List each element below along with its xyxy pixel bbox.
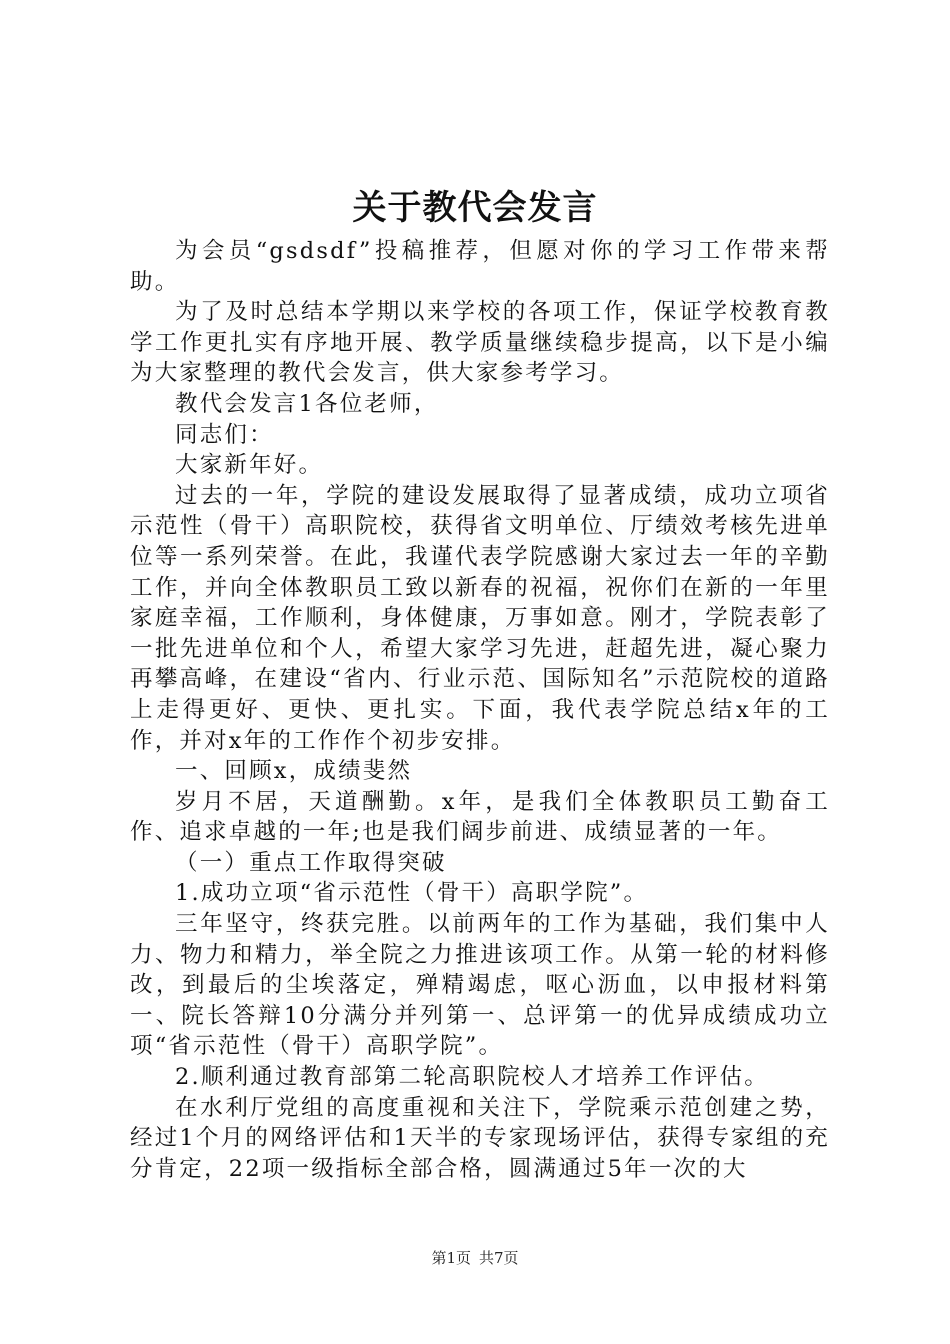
paragraph: 三年坚守，终获完胜。以前两年的工作为基础，我们集中人力、物力和精力，举全院之力推进该项工作。从第一轮的材料修改，到最后的尘埃落定，殚精竭虑，呕心沥血，以申报材料第一、院长答辩10分满分并列第一、总评第一的优异成绩成功立项“省示范性（骨干）高职学院”。	[130, 911, 830, 1060]
paragraph: 教代会发言1各位老师，	[175, 390, 439, 417]
page-footer	[0, 1248, 950, 1268]
paragraph: 过去的一年，学院的建设发展取得了显著成绩，成功立项省示范性（骨干）高职院校，获得省文明单位、厅绩效考核先进单位等一系列荣誉。在此，我谨代表学院感谢大家过去一年的辛勤工作，并向全体教职员工致以新春的祝福，祝你们在新的一年里家庭幸福，工作顺利，身体健康，万事如意。刚才，学院表彰了一批先进单位和个人，希望大家学习先进，赶超先进，凝心聚力再攀高峰，在建设“省内、行业示范、国际知名”示范院校的道路上走得更好、更快、更扎实。下面，我代表学院总结x年的工作，并对x年的工作作个初步安排。	[130, 482, 830, 754]
paragraph: 岁月不居，天道酬勤。x年，是我们全体教职员工勤奋工作、追求卓越的一年;也是我们阔步前进、成绩显著的一年。	[130, 788, 830, 846]
subsection-heading: （一）重点工作取得突破	[175, 849, 447, 876]
paragraph: 同志们：	[175, 421, 274, 448]
paragraph: 为会员“gsdsdf”投稿推荐，但愿对你的学习工作带来帮助。	[130, 238, 830, 295]
document-title: 关于教代会发言	[352, 188, 598, 228]
document-body	[130, 236, 830, 1184]
section-heading: 一、回顾x，成绩斐然	[175, 758, 413, 785]
paragraph: 大家新年好。	[175, 452, 324, 479]
page-number: 第1页	[431, 1249, 471, 1267]
paragraph: 为了及时总结本学期以来学校的各项工作，保证学校教育教学工作更扎实有序地开展、教学质量继续稳步提高，以下是小编为大家整理的教代会发言，供大家参考学习。	[130, 299, 830, 387]
item-heading: 1.成功立项“省示范性（骨干）高职学院”。	[175, 880, 649, 907]
item-heading: 2.顺利通过教育部第二轮高职院校人才培养工作评估。	[175, 1064, 769, 1091]
page-total: 共7页	[479, 1249, 519, 1267]
paragraph: 在水利厅党组的高度重视和关注下，学院乘示范创建之势，经过1个月的网络评估和1天半的专家现场评估，获得专家组的充分肯定，22项一级指标全部合格，圆满通过5年一次的大	[130, 1094, 830, 1182]
